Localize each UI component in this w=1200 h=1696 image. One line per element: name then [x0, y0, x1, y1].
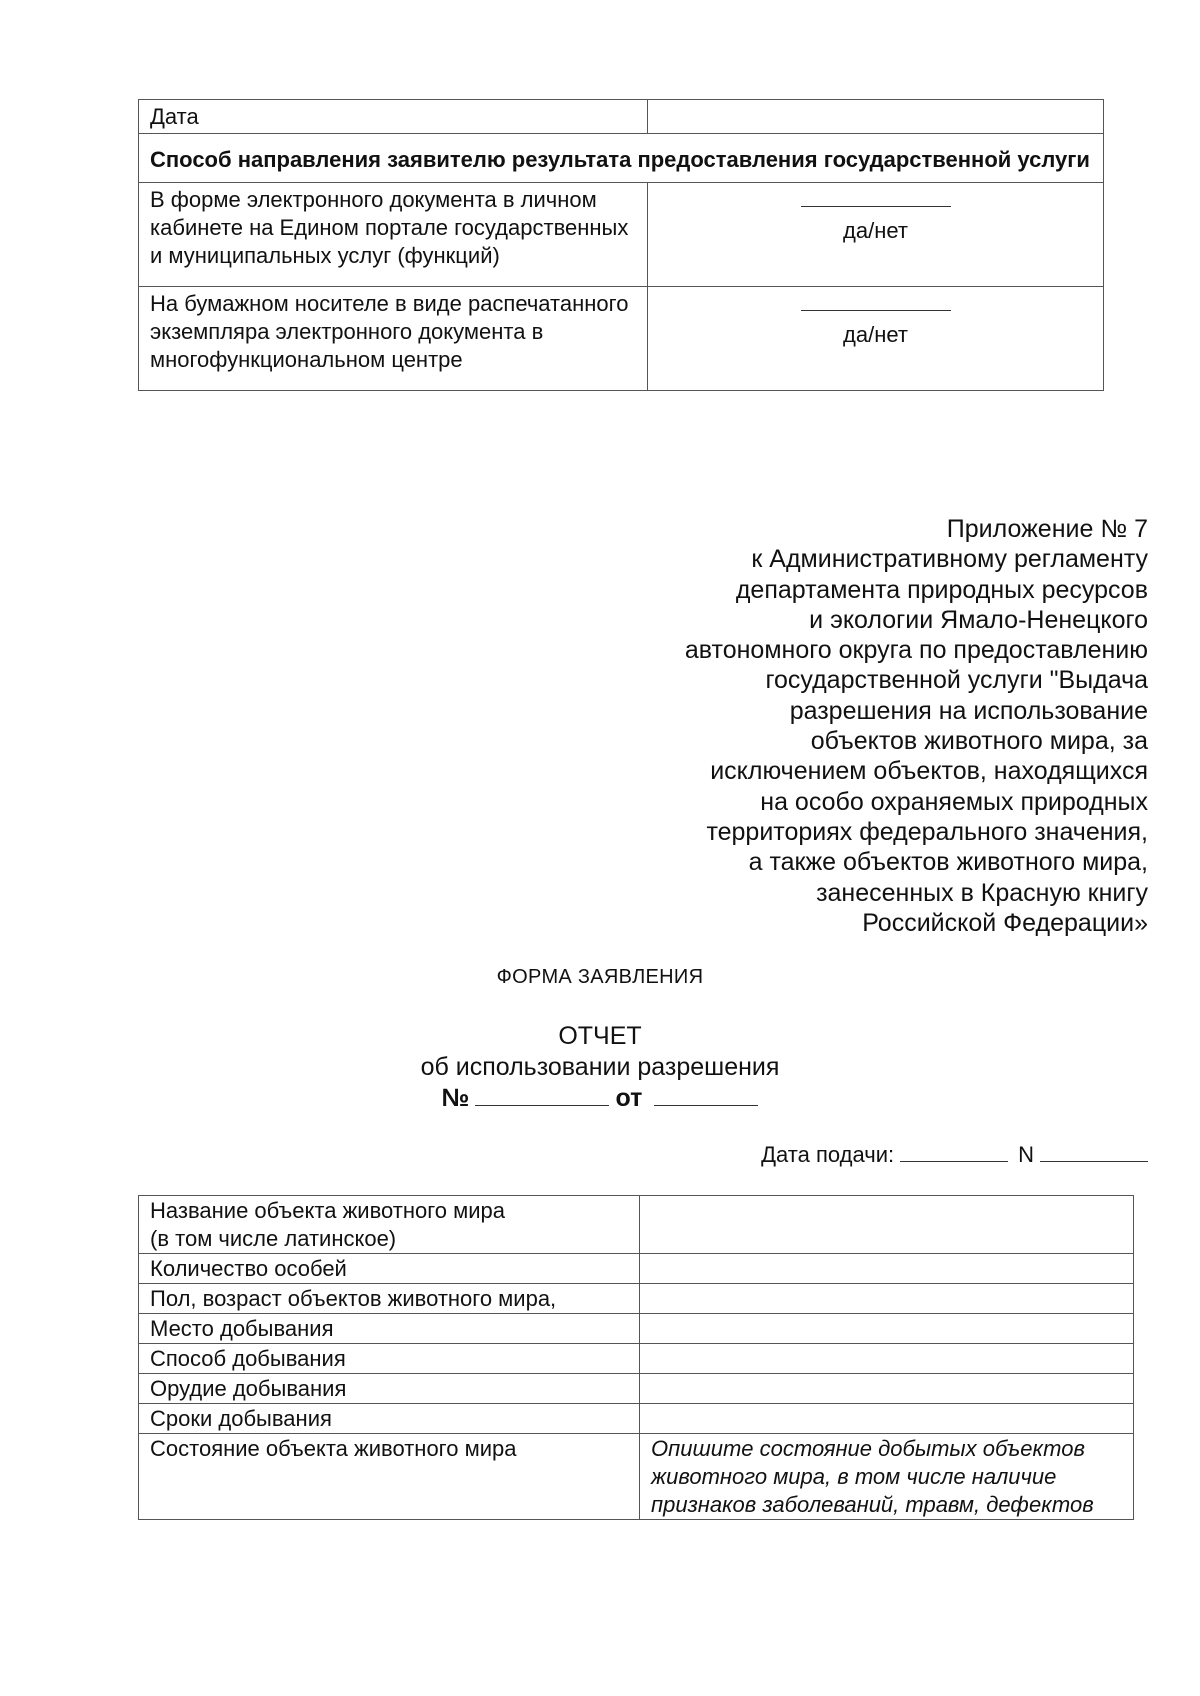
row-value[interactable]	[640, 1374, 1134, 1404]
table-row	[139, 1196, 1134, 1254]
condition-hint[interactable]: Опишите состояние добытых объектов животного мира, в том числе наличие признаков заболеваний, травм, дефектов	[640, 1434, 1134, 1520]
answer-blank-line	[801, 310, 951, 312]
date-label: Дата	[139, 100, 648, 134]
row-value[interactable]	[640, 1284, 1134, 1314]
row-label: Количество особей	[139, 1254, 640, 1284]
table-row	[139, 100, 1104, 134]
table-row	[139, 1314, 1134, 1344]
report-number-field[interactable]	[475, 1083, 609, 1106]
appendix-line: автономного округа по предоставлению	[684, 636, 1148, 665]
appendix-line: и экологии Ямало-Ненецкого	[809, 605, 1148, 634]
option-electronic-answer[interactable]	[648, 183, 1104, 287]
table-row	[139, 1254, 1134, 1284]
table-row	[139, 183, 1104, 287]
appendix-line: Приложение № 7	[946, 515, 1148, 543]
submission-line	[761, 1142, 1148, 1168]
option-electronic-label: В форме электронного документа в личном кабинете на Едином портале государственных и муниципальных услуг (функций)	[139, 183, 648, 287]
row-label: Пол, возраст объектов животного мира,	[139, 1284, 640, 1314]
yes-no-label: да/нет	[843, 218, 908, 243]
option-paper-label: На бумажном носителе в виде распечатанного экземпляра электронного документа в многофункциональном центре	[139, 287, 648, 391]
report-number-line	[0, 1083, 1200, 1114]
option-paper-answer[interactable]	[648, 287, 1104, 391]
table-row	[139, 1374, 1134, 1404]
row-value[interactable]	[640, 1254, 1134, 1284]
report-title-block	[0, 1021, 1200, 1114]
submission-date-label: Дата подачи:	[761, 1142, 895, 1167]
appendix-line: департамента природных ресурсов	[735, 575, 1148, 604]
table-row	[139, 287, 1104, 391]
appendix-line: Российской Федерации»	[862, 908, 1148, 937]
appendix-line: исключением объектов, находящихся	[710, 757, 1148, 786]
row-value[interactable]	[640, 1344, 1134, 1374]
delivery-method-heading: Способ направления заявителю результата предоставления государственной услуги	[139, 134, 1104, 183]
row-value[interactable]	[640, 1196, 1134, 1254]
result-delivery-table	[138, 99, 1104, 391]
row-value[interactable]	[640, 1314, 1134, 1344]
answer-blank-line	[801, 206, 951, 208]
table-row	[139, 1404, 1134, 1434]
date-value-cell[interactable]	[648, 100, 1104, 134]
appendix-line: государственной услуги "Выдача	[765, 666, 1148, 695]
report-date-field[interactable]	[654, 1083, 758, 1106]
from-label: от	[615, 1084, 643, 1112]
appendix-line: территориях федерального значения,	[706, 817, 1148, 846]
row-label: Состояние объекта животного мира	[139, 1434, 640, 1520]
table-row	[139, 1434, 1134, 1520]
appendix-line: на особо охраняемых природных	[760, 787, 1148, 816]
form-label: ФОРМА ЗАЯВЛЕНИЯ	[496, 966, 704, 988]
row-label: Способ добывания	[139, 1344, 640, 1374]
row-label: Орудие добывания	[139, 1374, 640, 1404]
row-label: Сроки добывания	[139, 1404, 640, 1434]
yes-no-label: да/нет	[843, 322, 908, 347]
submission-n-field[interactable]	[1040, 1143, 1148, 1162]
row-label: Место добывания	[139, 1314, 640, 1344]
appendix-line: занесенных в Красную книгу	[816, 878, 1148, 907]
row-value[interactable]	[640, 1404, 1134, 1434]
report-title: ОТЧЕТ	[558, 1022, 642, 1050]
table-row	[139, 1344, 1134, 1374]
appendix-line: к Административному регламенту	[751, 545, 1148, 574]
appendix-line: разрешения на использование	[789, 696, 1148, 725]
submission-n-label: N	[1018, 1142, 1034, 1167]
number-sign: №	[441, 1084, 470, 1112]
table-row	[139, 1284, 1134, 1314]
appendix-line: а также объектов животного мира,	[748, 848, 1148, 877]
submission-date-field[interactable]	[900, 1143, 1008, 1162]
row-label: Название объекта животного мира (в том числе латинское)	[139, 1196, 640, 1254]
report-subtitle: об использовании разрешения	[420, 1053, 780, 1081]
appendix-line: объектов животного мира, за	[810, 727, 1148, 756]
table-row	[139, 134, 1104, 183]
report-table	[138, 1195, 1134, 1520]
appendix-header	[588, 514, 1148, 938]
